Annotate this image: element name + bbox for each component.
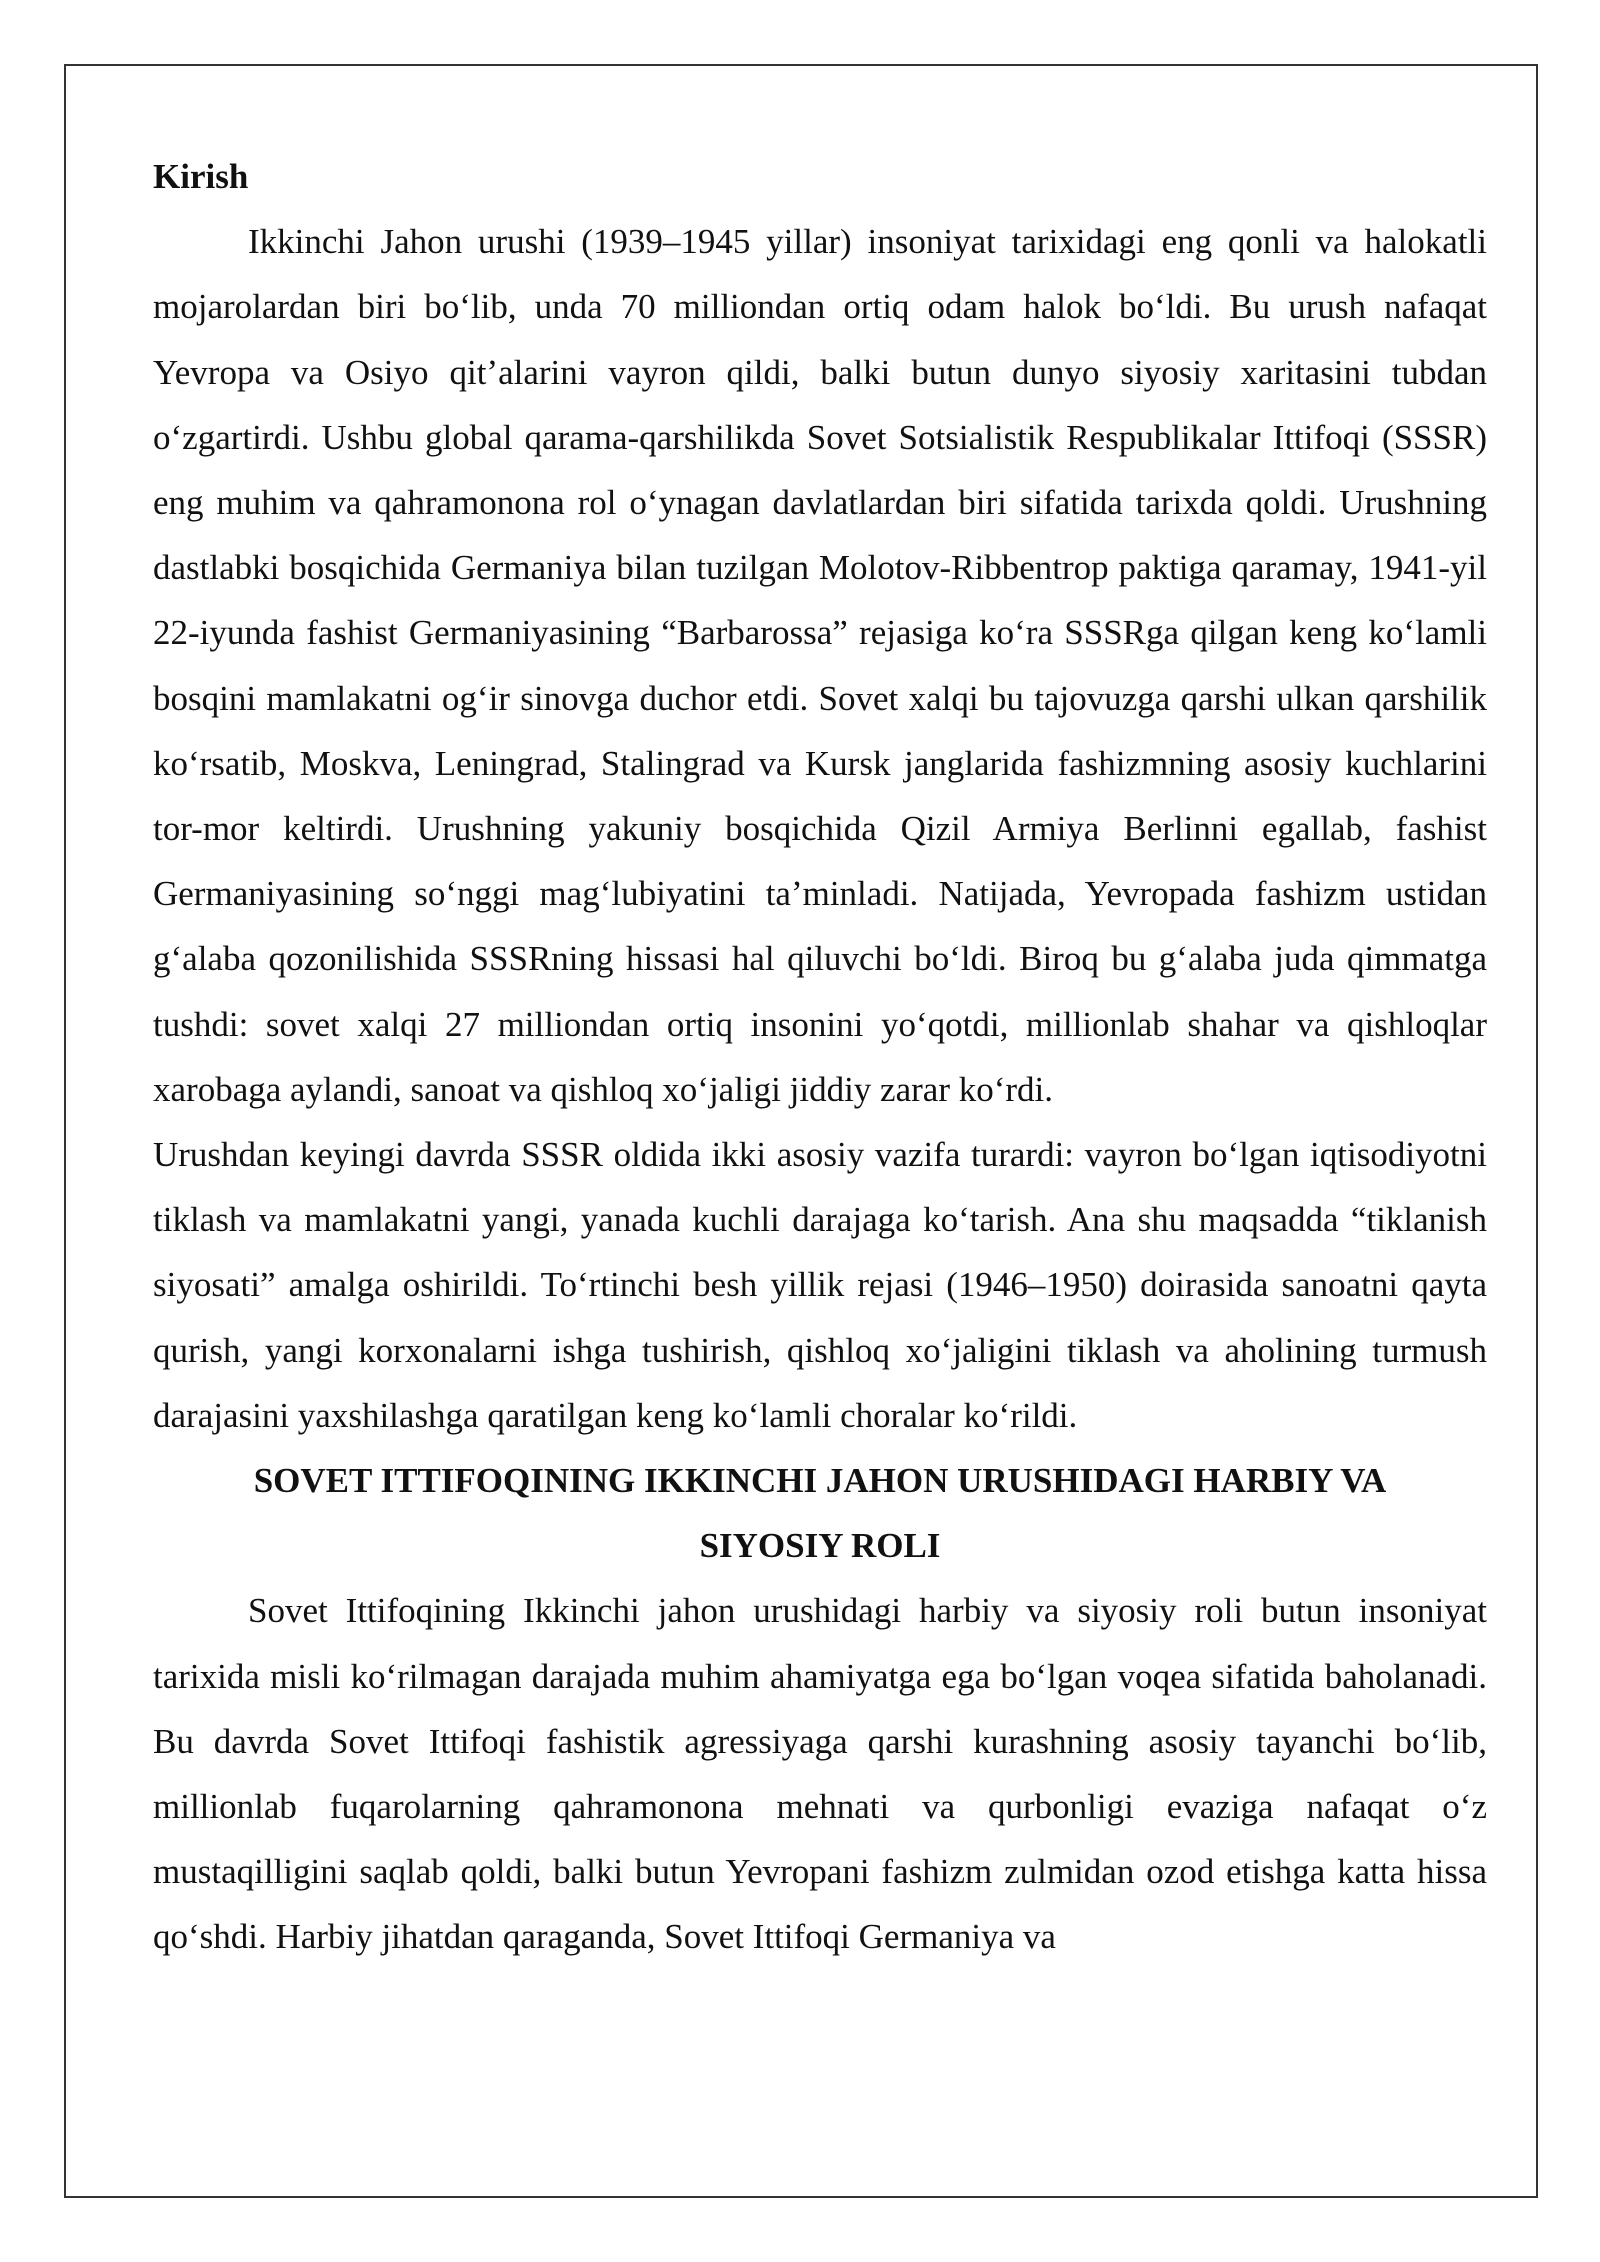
intro-heading: Kirish [153,157,249,196]
section-title: SOVET ITTIFOQINING IKKINCHI JAHON URUSHIDAGI HARBIY VA SIYOSIY ROLI [253,1461,1387,1566]
intro-paragraph: Ikkinchi Jahon urushi (1939–1945 yillar) insoniyat tarixidagi eng qonli va halokatli mojarolardan biri boʻlib, unda 70 milliondan ortiq odam halok boʻldi. Bu urush nafaqat Yevropa va Osiyo qitʼalarini vayron qildi, balki butun dunyo siyosiy xaritasini tubdan oʻzgartirdi. Ushbu global qarama-qarshilikda Sovet Sotsialistik Respublikalar Ittifoqi (SSSR) eng muhim va qahramonona rol oʻynagan davlatlardan biri sifatida tarixda qoldi. Urushning dastlabki bosqichida Germaniya bilan tuzilgan Molotov-Ribbentrop paktiga qaramay, 1941-yil 22-iyunda fashist Germaniyasining “Barbarossa” rejasiga koʻra SSSRga qilgan keng koʻlamli bosqini mamlakatni ogʻir sinovga duchor etdi. Sovet xalqi bu tajovuzga qarshi ulkan qarshilik koʻrsatib, Moskva, Leningrad, Stalingrad va Kursk janglarida fashizmning asosiy kuchlarini tor-mor keltirdi. Urushning yakuniy bosqichida Qizil Armiya Berlinni egallab, fashist Germaniyasining soʻnggi magʻlubiyatini taʼminladi. Natijada, Yevropada fashizm ustidan gʻalaba qozonilishida SSSRning hissasi hal qiluvchi boʻldi. Biroq bu gʻalaba juda qimmatga tushdi: sovet xalqi 27 milliondan ortiq insonini yoʻqotdi, millionlab shahar va qishloqlar xarobaga aylandi, sanoat va qishloq xoʻjaligi jiddiy zarar koʻrdi. [153,222,1487,1109]
intro-paragraph: Urushdan keyingi davrda SSSR oldida ikki asosiy vazifa turardi: vayron boʻlgan iqtisodiyotni tiklash va mamlakatni yangi, yanada kuchli darajaga koʻtarish. Ana shu maqsadda “tiklanish siyosati” amalga oshirildi. Toʻrtinchi besh yillik rejasi (1946–1950) doirasida sanoatni qayta qurish, yangi korxonalarni ishga tushirish, qishloq xoʻjaligini tiklash va aholining turmush darajasini yaxshilashga qaratilgan keng koʻlamli choralar koʻrildi. [153,1135,1487,1435]
document-body [153,144,1487,1970]
section-paragraph: Sovet Ittifoqining Ikkinchi jahon urushidagi harbiy va siyosiy roli butun insoniyat tarixida misli koʻrilmagan darajada muhim ahamiyatga ega boʻlgan voqea sifatida baholanadi. Bu davrda Sovet Ittifoqi fashistik agressiyaga qarshi kurashning asosiy tayanchi boʻlib, millionlab fuqarolarning qahramonona mehnati va qurbonligi evaziga nafaqat oʻz mustaqilligini saqlab qoldi, balki butun Yevropani fashizm zulmidan ozod etishga katta hissa qoʻshdi. Harbiy jihatdan qaraganda, Sovet Ittifoqi Germaniya va [153,1591,1487,1957]
